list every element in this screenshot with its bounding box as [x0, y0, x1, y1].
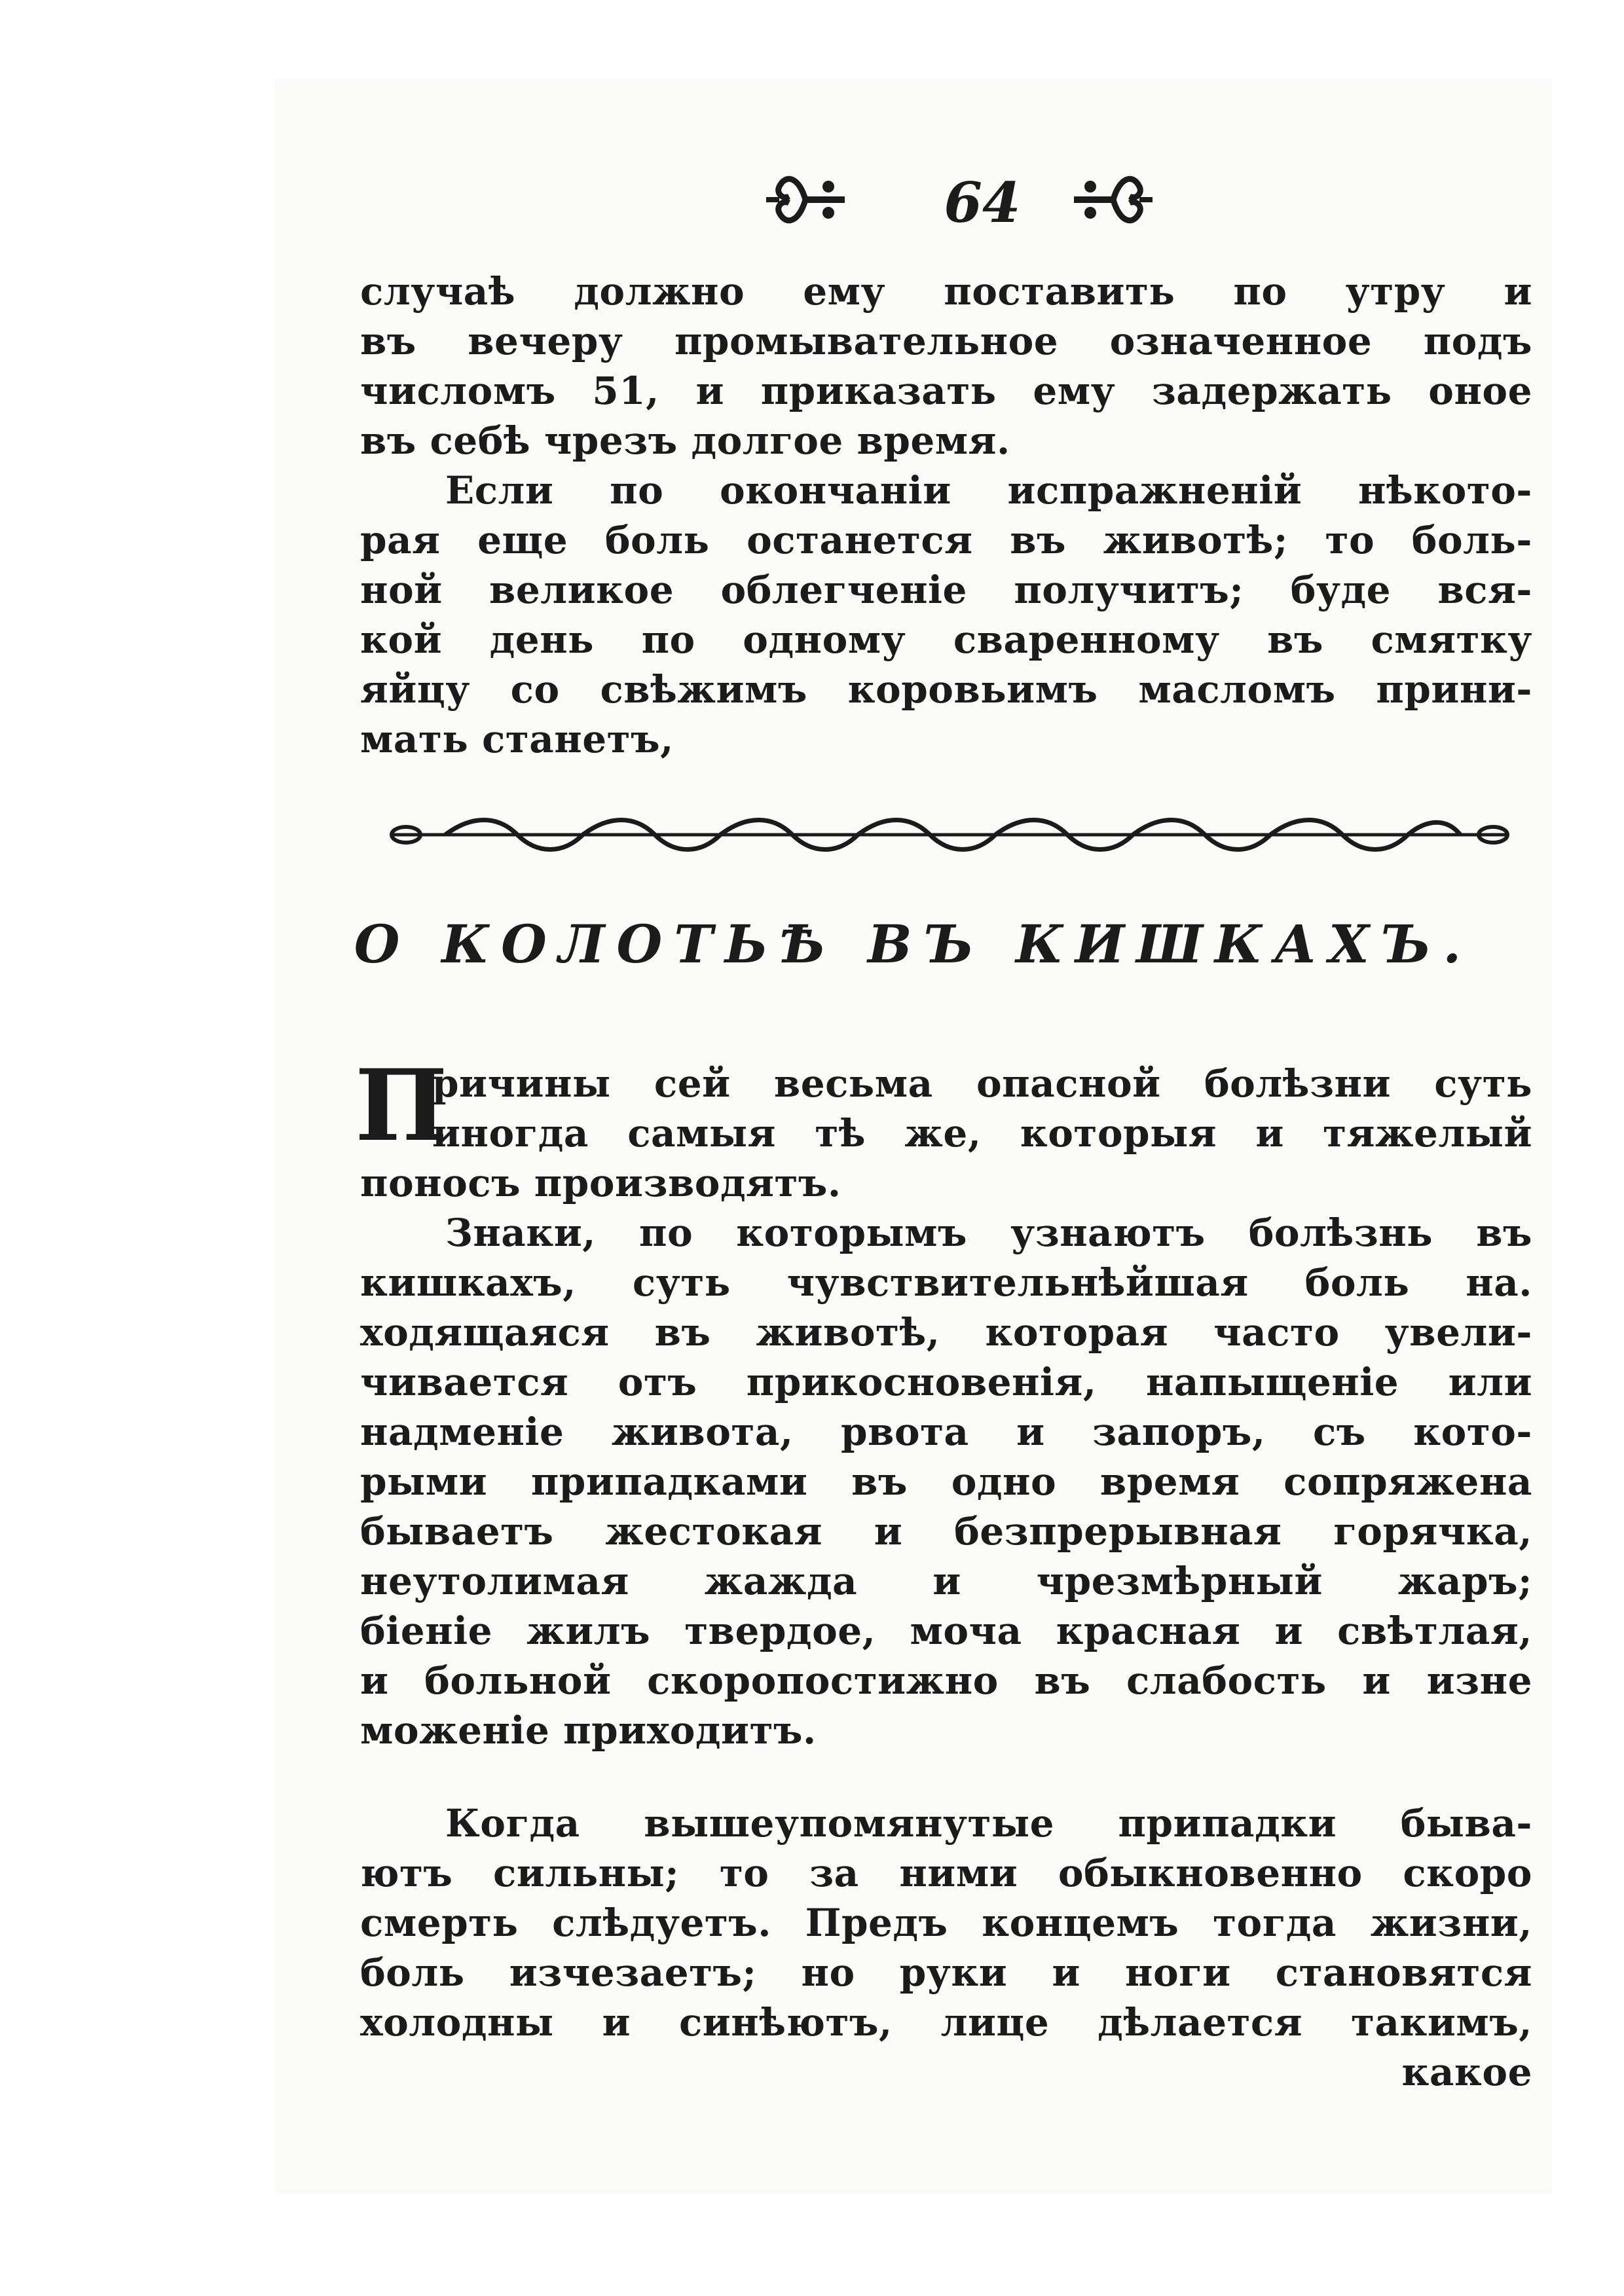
text-line: Когда вышеупомянутые припадки быва- [445, 1801, 1532, 1846]
text-line: яйцу со свѣжимъ коровьимъ масломъ прини- [360, 667, 1532, 712]
text-line: моженiе приходитъ. [360, 1708, 817, 1753]
text-line: чивается отъ прикосновенiя, напыщенiе или [360, 1360, 1532, 1404]
text-line: иногда самыя тѣ же, которыя и тяжелый [432, 1111, 1532, 1156]
text-line: рая еще боль останется въ животѣ; то боль- [360, 518, 1532, 562]
page-header [275, 164, 1552, 242]
book-page [275, 79, 1552, 2193]
text-line: поносъ производятъ. [360, 1161, 841, 1205]
text-line: кишкахъ, суть чувствительнѣйшая боль на. [360, 1260, 1532, 1305]
text-line: бываетъ жестокая и безпрерывная горячка, [360, 1509, 1532, 1554]
text-line: смерть слѣдуетъ. Предъ концемъ тогда жизни, [360, 1901, 1532, 1945]
decorative-rule-ornament [386, 812, 1513, 858]
text-line: ричины сей весьма опасной болѣзни суть [432, 1061, 1532, 1106]
text-line: въ вечеру промывательное означенное подъ [360, 319, 1532, 363]
text-line: надменiе живота, рвота и запоръ, съ кото- [360, 1410, 1532, 1454]
text-line: ной великое облегченiе получитъ; буде вся- [360, 568, 1532, 612]
text-line: Если по окончанiи испражненiй нѣкото- [445, 468, 1532, 513]
text-line: ютъ сильны; то за ними обыкновенно скоро [360, 1851, 1532, 1895]
text-line: и больной скоропостижно въ слабость и изне [360, 1658, 1532, 1703]
text-line: бiенiе жилъ твердое, моча красная и свѣтлая, [360, 1609, 1532, 1653]
text-line: ходящаяся въ животѣ, которая часто увели- [360, 1310, 1532, 1355]
text-line: холодны и синѣютъ, лице дѣлается такимъ, [360, 2000, 1532, 2045]
drop-capital-letter: П [355, 1048, 448, 1163]
text-line: боль изчезаетъ; но руки и ноги становятся [360, 1950, 1532, 1995]
text-line: въ себѣ чрезъ долгое время. [360, 418, 1010, 463]
text-line: числомъ 51, и приказать ему задержать оное [360, 369, 1532, 413]
right-fleuron-ornament [1067, 164, 1159, 236]
text-line: мать станетъ, [360, 717, 674, 761]
text-line: случаѣ должно ему поставить по утру и [360, 269, 1532, 314]
text-line: рыми припадками въ одно время сопряжена [360, 1459, 1532, 1504]
left-fleuron-ornament [760, 164, 851, 236]
catchword: какое [1401, 2050, 1532, 2094]
page-number: 64 [944, 170, 1021, 235]
text-line: кой день по одному сваренному въ смятку [360, 617, 1532, 662]
text-line: неутолимая жажда и чрезмѣрный жаръ; [360, 1559, 1532, 1603]
text-line: Знаки, по которымъ узнаютъ болѣзнь въ [445, 1211, 1532, 1255]
section-heading: О КОЛОТЬѢ ВЪ КИШКАХЪ. [354, 913, 1473, 975]
